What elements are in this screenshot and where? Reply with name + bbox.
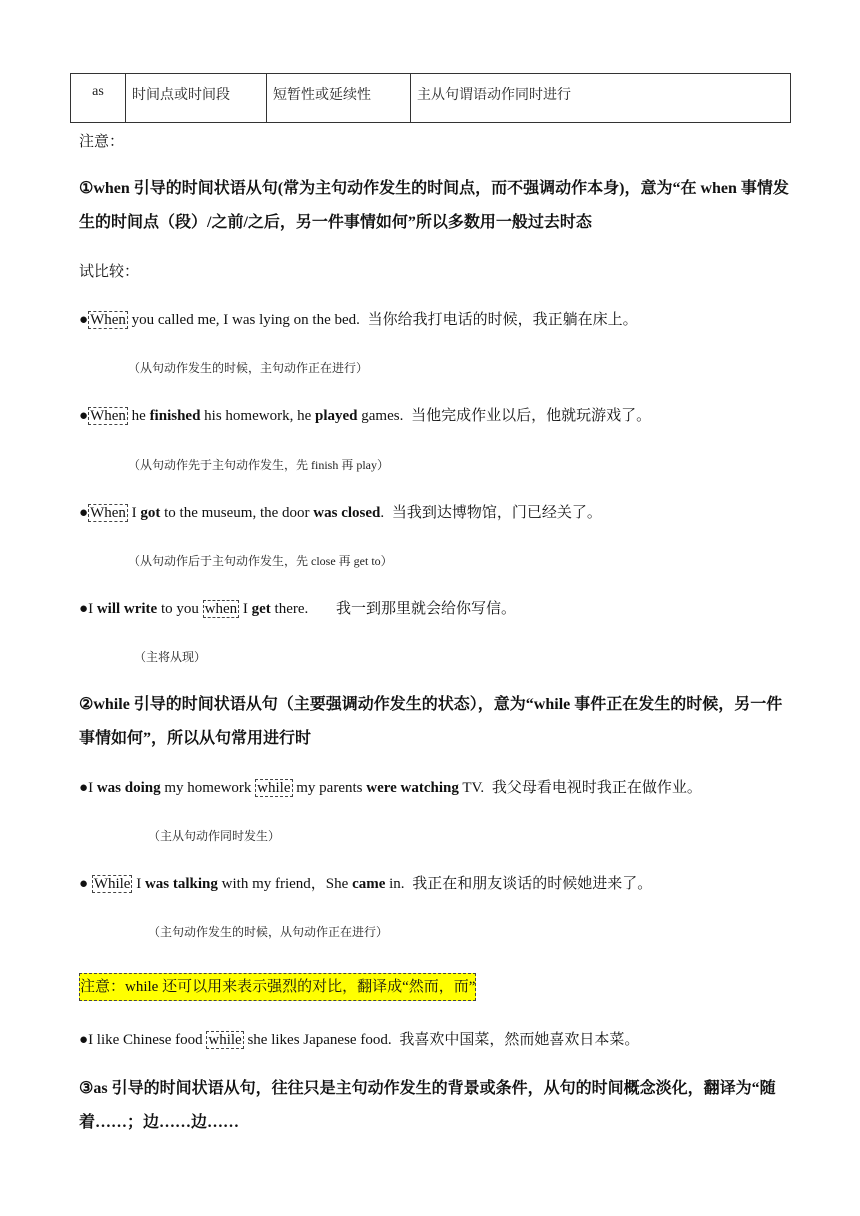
sentence-text: to you: [157, 601, 203, 617]
sentence-text: his homework, he: [200, 408, 315, 424]
sentence-text: there.: [270, 601, 309, 617]
keyword-box: When: [90, 408, 126, 424]
table-cell: as: [71, 74, 126, 123]
table-row: [71, 74, 791, 123]
point-as-heading: ③as 引导的时间状语从句，往往只是主句动作发生的背景或条件，从句的时间概念淡化，翻译为“随着……；边……边……: [79, 1080, 776, 1131]
chinese-translation: 当他完成作业以后，他就玩游戏了。: [411, 408, 652, 424]
bold-verb: was talking: [144, 876, 218, 892]
example-note: （主从句动作同时发生）: [148, 829, 281, 843]
example-when-3: [79, 502, 790, 524]
note-label: 注意：: [79, 134, 125, 150]
example-while-2: [79, 873, 790, 895]
example-when-1: [79, 309, 790, 331]
example-note: （主将从现）: [134, 650, 207, 664]
keyword-box: When: [90, 312, 126, 328]
chinese-translation: 我父母看电视时我正在做作业。: [491, 780, 702, 796]
bold-verb: got: [140, 505, 161, 521]
keyword-box: while: [208, 1032, 242, 1048]
bullet: ●: [79, 876, 92, 892]
sentence-text: .: [380, 505, 385, 521]
example-note: （从句动作先于主句动作发生，先 finish 再 play）: [128, 458, 389, 472]
bullet: ●: [79, 505, 89, 521]
sentence-text: she likes Japanese food.: [243, 1032, 392, 1048]
bold-verb: was closed: [313, 505, 381, 521]
example-while-contrast: [79, 1029, 790, 1051]
sentence-text: in.: [385, 876, 405, 892]
bullet: ●: [79, 1032, 89, 1048]
sentence-text: I: [132, 876, 145, 892]
bold-verb: finished: [149, 408, 201, 424]
bold-verb: get: [251, 601, 271, 617]
chinese-translation: 我一到那里就会给你写信。: [336, 601, 517, 617]
chinese-translation: 当我到达博物馆，门已经关了。: [391, 505, 602, 521]
sentence-text: I like Chinese food: [88, 1032, 207, 1048]
example-while-1: [79, 777, 790, 799]
conjunction-table: [70, 73, 791, 123]
sentence-text: he: [127, 408, 150, 424]
bold-verb: was doing: [96, 780, 161, 796]
sentence-text: I: [88, 601, 97, 617]
point-while-heading: ②while 引导的时间状语从句（主要强调动作发生的状态），意为“while 事件正在发生的时候，另一件事情如何”，所以从句常用进行时: [79, 696, 783, 747]
sentence-text: games.: [357, 408, 404, 424]
example-note: （从句动作后于主句动作发生，先 close 再 get to）: [128, 554, 393, 568]
sentence-text: you called me, I was lying on the bed.: [127, 312, 360, 328]
keyword-box: while: [257, 780, 291, 796]
example-note: （主句动作发生的时候，从句动作正在进行）: [148, 925, 389, 939]
sentence-text: my homework: [160, 780, 256, 796]
sentence-text: I: [127, 505, 141, 521]
bullet: ●: [79, 408, 89, 424]
highlight-note-row: [79, 973, 790, 1001]
bullet: ●: [79, 312, 89, 328]
sentence-text: I: [88, 780, 97, 796]
keyword-box: when: [204, 601, 238, 617]
bullet: ●: [79, 601, 89, 617]
point-when-heading: ①when 引导的时间状语从句(常为主句动作发生的时间点，而不强调动作本身)，意为“在 when 事情发生的时间点（段）/之前/之后，另一件事情如何”所以多数用一般过去时态: [79, 180, 789, 231]
example-when-4: [79, 598, 790, 620]
bold-verb: were watching: [366, 780, 459, 796]
sentence-text: I: [239, 601, 252, 617]
compare-label: 试比较：: [79, 264, 140, 280]
bold-verb: came: [352, 876, 386, 892]
keyword-box: While: [93, 876, 131, 892]
chinese-translation: 当你给我打电话的时候，我正躺在床上。: [367, 312, 638, 328]
sentence-text: with my friend，She: [217, 876, 353, 892]
sentence-text: TV.: [458, 780, 485, 796]
highlighted-note: 注意：while 还可以用来表示强烈的对比，翻译成“然而，而”: [79, 973, 476, 1001]
example-note: （从句动作发生的时候，主句动作正在进行）: [128, 361, 369, 375]
keyword-box: When: [90, 505, 126, 521]
bold-verb: played: [315, 408, 358, 424]
bold-verb: will write: [96, 601, 158, 617]
chinese-translation: 我喜欢中国菜，然而她喜欢日本菜。: [399, 1032, 640, 1048]
table-cell: 短暂性或延续性: [267, 74, 411, 123]
table-cell: 主从句谓语动作同时进行: [411, 74, 791, 123]
example-when-2: [79, 405, 790, 427]
bullet: ●: [79, 780, 89, 796]
chinese-translation: 我正在和朋友谈话的时候她进来了。: [412, 876, 653, 892]
sentence-text: my parents: [292, 780, 367, 796]
table-cell: 时间点或时间段: [126, 74, 267, 123]
sentence-text: to the museum, the door: [160, 505, 314, 521]
